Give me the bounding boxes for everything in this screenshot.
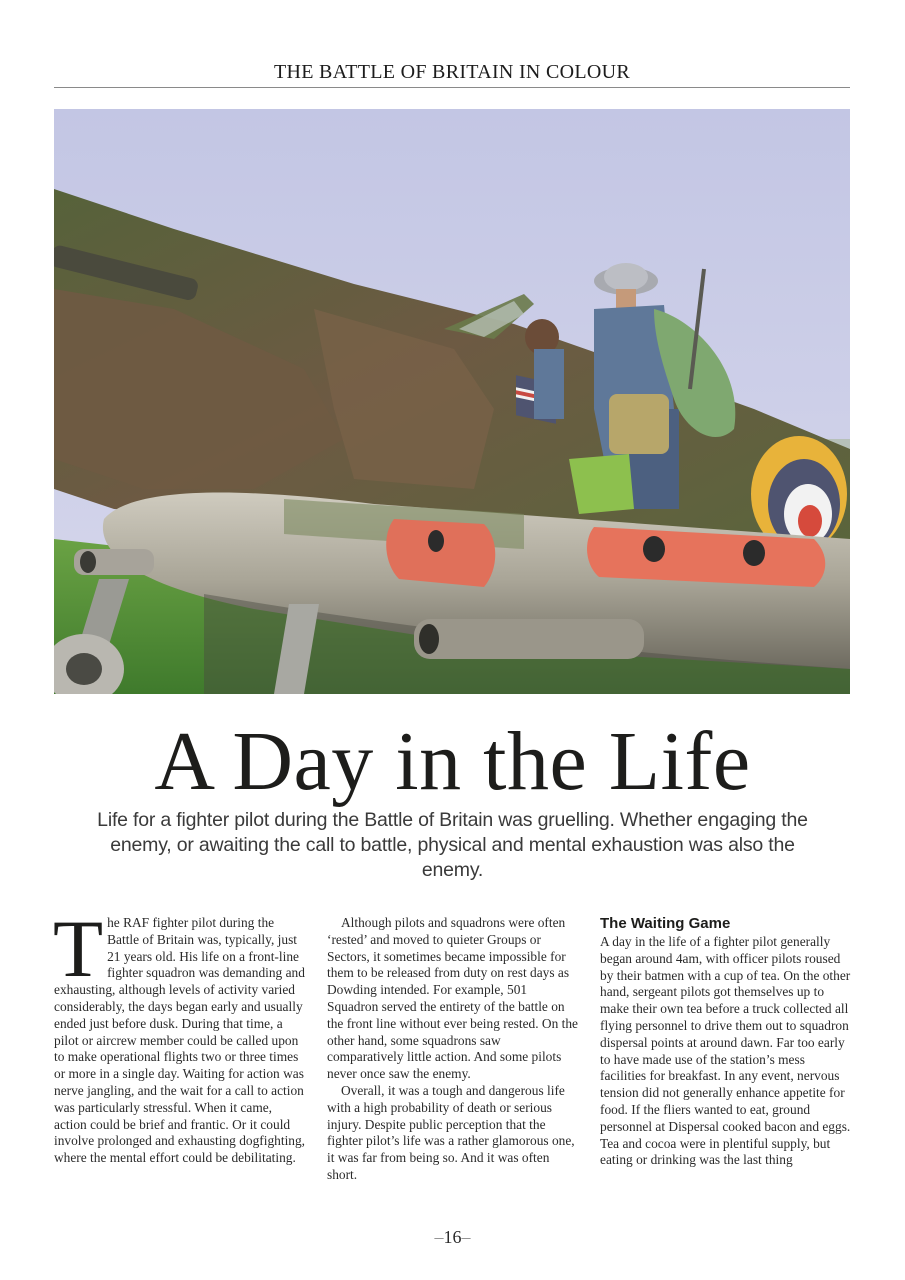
page-number bbox=[0, 1227, 905, 1248]
article-body bbox=[53, 903, 851, 1215]
column-1 bbox=[53, 903, 306, 1167]
subheading: The Waiting Game bbox=[600, 915, 731, 932]
column-3 bbox=[600, 915, 852, 1169]
folio-dash-left: – bbox=[434, 1227, 444, 1247]
paragraph bbox=[53, 903, 306, 1167]
paragraph: A day in the life of a fighter pilot generally began around 4am, with officer pilots roused by their batmen with a cup of tea. On the other hand, sergeant pilots got themselves up to make their own tea before a truck collected all flying personnel to drive them out to squadron dispersal points at around dawn. Far too early to have made use of the station’s mess facilities for breakfast. In any event, nervous tension did not generally enhance appetite for food. If the fliers wanted to eat, ground personnel at Dispersal cooked bacon and eggs. Tea and cocoa were in plentiful supply, but eating or drinking was the last thing bbox=[600, 934, 851, 1168]
paragraph-text: he RAF fighter pilot during the Battle of Britain was, typically, just 21 years old. His life on a front-line fighter squadron was demanding and exhausting, although levels of activity varied considerably, the days began early and usually ended just before dusk. During that time, a pilot or aircrew member could be called upon to make operational flights two or three times or more in a single day. Waiting for action was nerve jangling, and the wait for a call to action was particularly stressful. When it came, action could be brief and frantic. Or it could involve prolonged and exhausting dogfighting, where the mental effort could be debilitating. bbox=[54, 915, 306, 1166]
paragraph: Overall, it was a tough and dangerous life with a high probability of death or serious injury. Despite public perception that the fighter pilot’s life was a rather glamorous one, it was far from being so. And it was often short. bbox=[327, 1082, 575, 1182]
spitfire-illustration bbox=[54, 109, 850, 694]
page-number-value: 16 bbox=[443, 1227, 462, 1247]
dropcap: T bbox=[53, 903, 104, 994]
article-title: A Day in the Life bbox=[154, 715, 751, 808]
article-standfirst: Life for a fighter pilot during the Battle of Britain was gruelling. Whether engaging the enemy, or awaiting the call to battle, physical and mental exhaustion was also the enemy. bbox=[97, 809, 808, 881]
folio-dash-right: – bbox=[461, 1227, 471, 1247]
paragraph: Although pilots and squadrons were often ‘rested’ and moved to quieter Groups or Sectors, it sometimes became impossible for them to be released from duty on rest days as Dowding intended. For example, 501 Squadron served the entirety of the battle on the front line without ever being rested. On the other hand, some squadrons saw comparatively little action. And some pilots never once saw the enemy. bbox=[327, 915, 579, 1082]
running-head: THE BATTLE OF BRITAIN IN COLOUR bbox=[54, 60, 850, 88]
column-2 bbox=[327, 915, 579, 1184]
spitfire-photo bbox=[54, 109, 850, 694]
